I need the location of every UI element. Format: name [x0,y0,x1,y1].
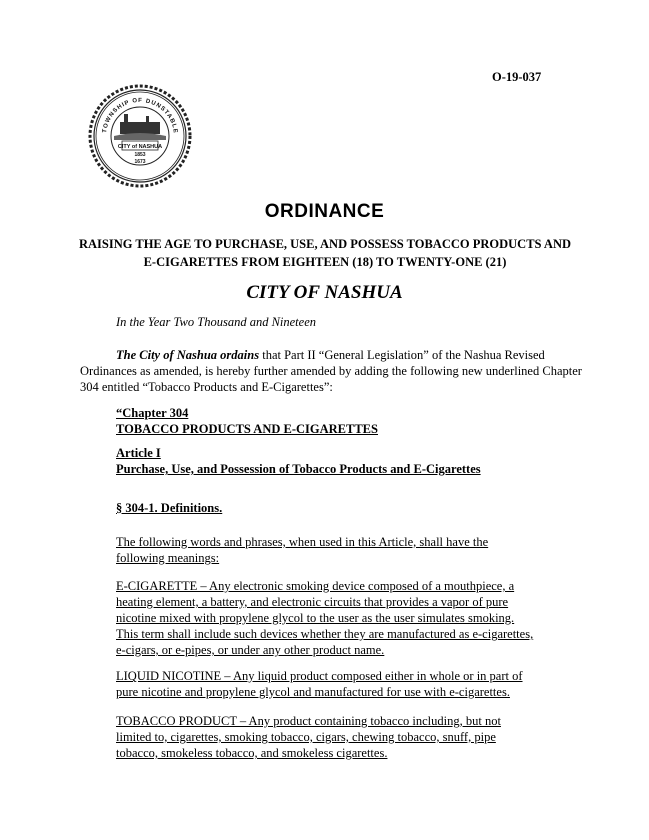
city-seal-logo [88,84,192,188]
definitions-intro: The following words and phrases, when used in this Article, shall have the following meanings: [116,535,489,565]
ordains-paragraph [80,347,600,395]
seal-scene [114,114,166,165]
document-number: O-19-037 [492,70,542,84]
svg-text:TOWNSHIP OF DUNSTABLE: TOWNSHIP OF DUNSTABLE [102,97,178,135]
article-title: Purchase, Use, and Possession of Tobacco Products and E-Cigarettes [116,462,481,476]
city-title: CITY OF NASHUA [246,282,403,303]
chapter-heading [116,405,546,437]
chapter-number: “Chapter 304 [116,406,189,420]
article-number: Article I [116,446,161,460]
svg-text:CITY of NASHUA: CITY of NASHUA [117,144,163,150]
article-heading [116,445,546,477]
ordains-lead: The City of Nashua ordains [116,348,260,362]
ordains-rest: Ordinances as amended, is hereby further amended by adding the following new underlined Chapter 304 entitled “Tobacco Products and E-Cigarettes”: [80,364,582,394]
definition-e-cigarette: E-CIGARETTE – Any electronic smoking device composed of a mouthpiece, a heating element, a battery, and electronic circuits that provides a vapor of pure nicotine mixed with propylene glycol to the user as the user simulates smoking. This term shall include such devices whether they are manufactured as e-cigarettes, e-cigars, or e-pipes, or under any other product name. [116,579,534,657]
svg-text:1673: 1673 [134,159,146,165]
definition-liquid-nicotine: LIQUID NICOTINE – Any liquid product composed either in whole or in part of pure nicotine and propylene glycol and manufactured for use with e-cigarettes. [116,669,523,699]
chapter-title: TOBACCO PRODUCTS AND E-CIGARETTES [116,422,378,436]
definition-tobacco-product: TOBACCO PRODUCT – Any product containing tobacco including, but not limited to, cigarettes, smoking tobacco, cigars, chewing tobacco, snuff, pipe tobacco, smokeless tobacco, and smokeless cigarettes. [116,714,501,760]
ordinance-subtitle: RAISING THE AGE TO PURCHASE, USE, AND POSSESS TOBACCO PRODUCTS AND E-CIGARETTES FROM EIGHTEEN (18) TO TWENTY-ONE (21) [78,237,572,269]
ordains-first-rest: that Part II “General Legislation” of the Nashua Revised [259,348,545,362]
year-line: In the Year Two Thousand and Nineteen [116,315,317,329]
section-heading: § 304-1. Definitions. [116,501,223,515]
svg-text:1853: 1853 [134,152,146,158]
ordinance-heading: ORDINANCE [264,201,385,222]
